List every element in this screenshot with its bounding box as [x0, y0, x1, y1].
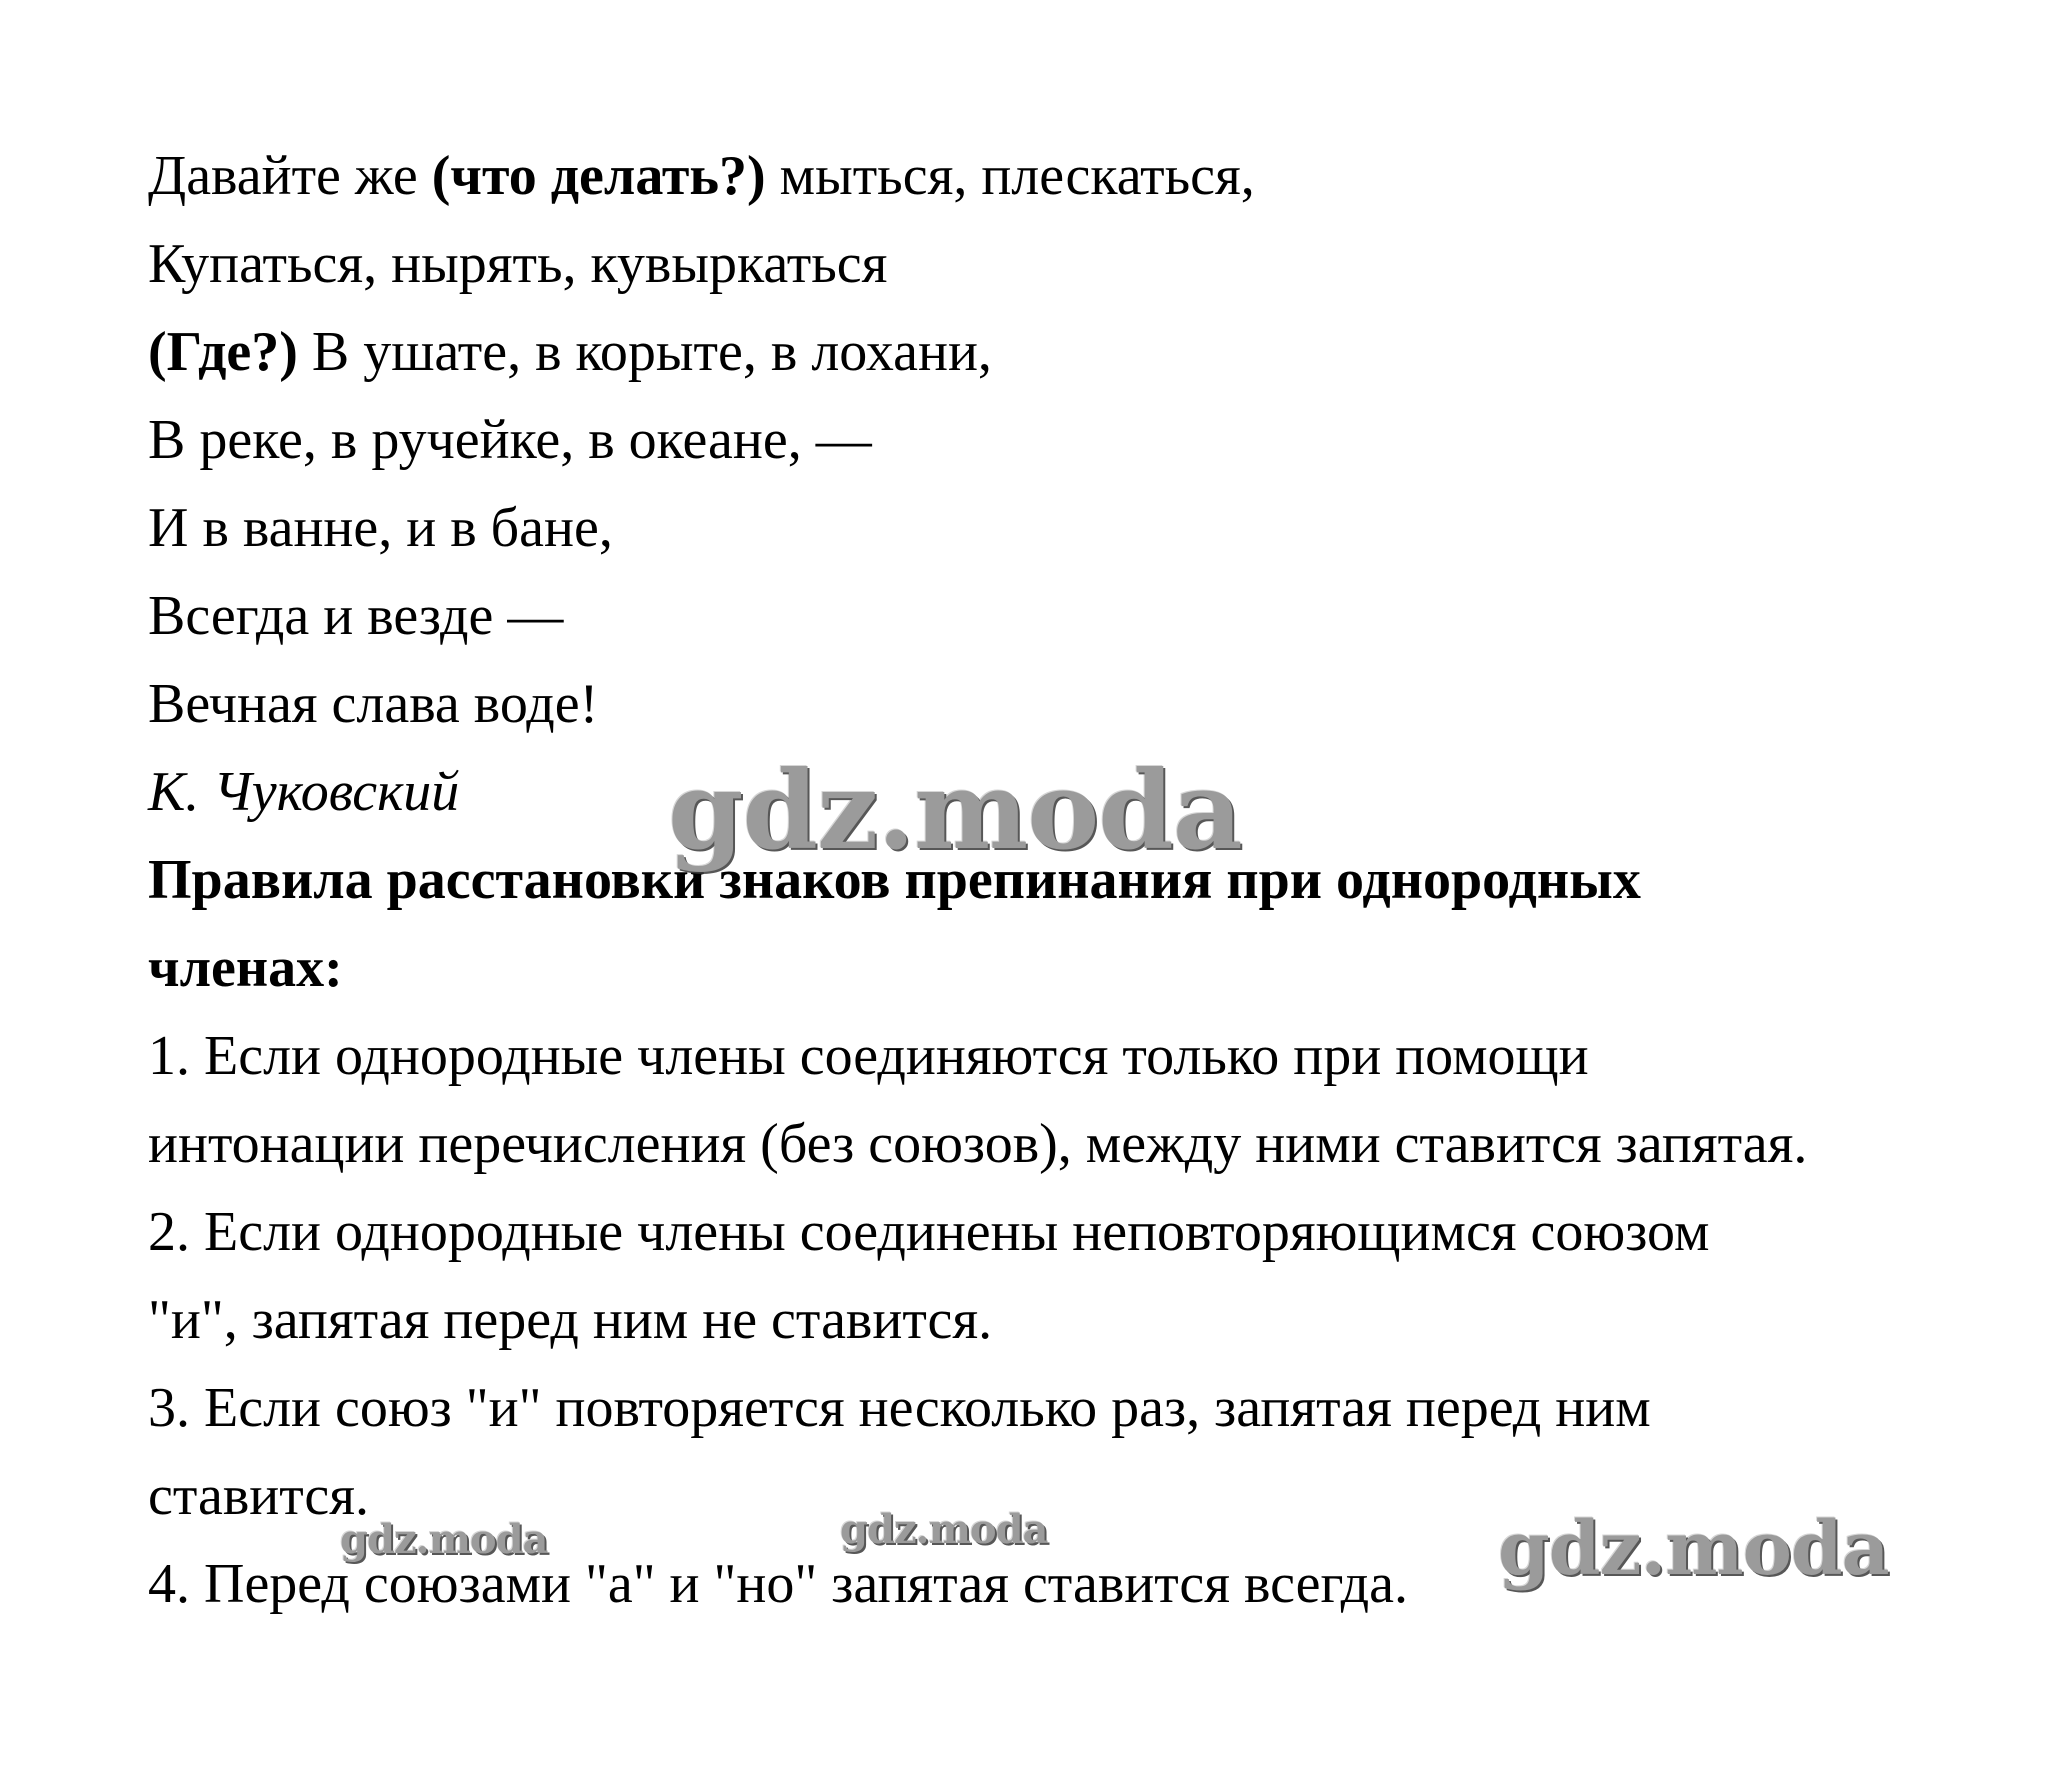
- watermark-logo-right: gdz.moda: [1498, 1506, 1889, 1592]
- rules-heading-line-1: Правила расстановки знаков препинания при однородных: [148, 849, 1641, 911]
- poem-line-3: [148, 320, 992, 384]
- poem-line-3-post: В ушате, в корыте, в лохани,: [297, 321, 992, 383]
- rule-1-line-2: интонации перечисления (без союзов), между ними ставится запятая.: [148, 1113, 1808, 1175]
- watermark-logo-large: gdz.moda: [668, 748, 1242, 874]
- poem-line-1-post: мыться, плескаться,: [765, 145, 1255, 207]
- poem-line-2: Купаться, нырять, кувыркаться: [148, 233, 888, 295]
- poem-line-1: [148, 144, 1255, 208]
- rule-2-line-2: "и", запятая перед ним не ставится.: [148, 1289, 993, 1351]
- rule-4: 4. Перед союзами "а" и "но" запятая ставится всегда.: [148, 1553, 1409, 1615]
- question-where: (Где?): [148, 321, 298, 383]
- rule-3-line-2: ставится.: [148, 1465, 370, 1527]
- watermark-logo-small-left: gdz.moda: [340, 1516, 548, 1563]
- poem-line-7: Вечная слава воде!: [148, 673, 599, 735]
- rule-3-line-1: 3. Если союз "и" повторяется несколько раз, запятая перед ним: [148, 1377, 1651, 1439]
- poem-author: К. Чуковский: [148, 761, 460, 823]
- poem-line-4: В реке, в ручейке, в океане, —: [148, 409, 872, 471]
- rule-2-line-1: 2. Если однородные члены соединены неповторяющимся союзом: [148, 1201, 1710, 1263]
- poem-line-1-pre: Давайте же: [148, 145, 432, 207]
- rules-heading-line-2: членах:: [148, 937, 343, 999]
- poem-line-6: Всегда и везде —: [148, 585, 564, 647]
- question-what-to-do: (что делать?): [431, 145, 766, 207]
- rule-1-line-1: 1. Если однородные члены соединяются только при помощи: [148, 1025, 1589, 1087]
- watermark-logo-small-center: gdz.moda: [840, 1506, 1048, 1553]
- poem-line-5: И в ванне, и в бане,: [148, 497, 613, 559]
